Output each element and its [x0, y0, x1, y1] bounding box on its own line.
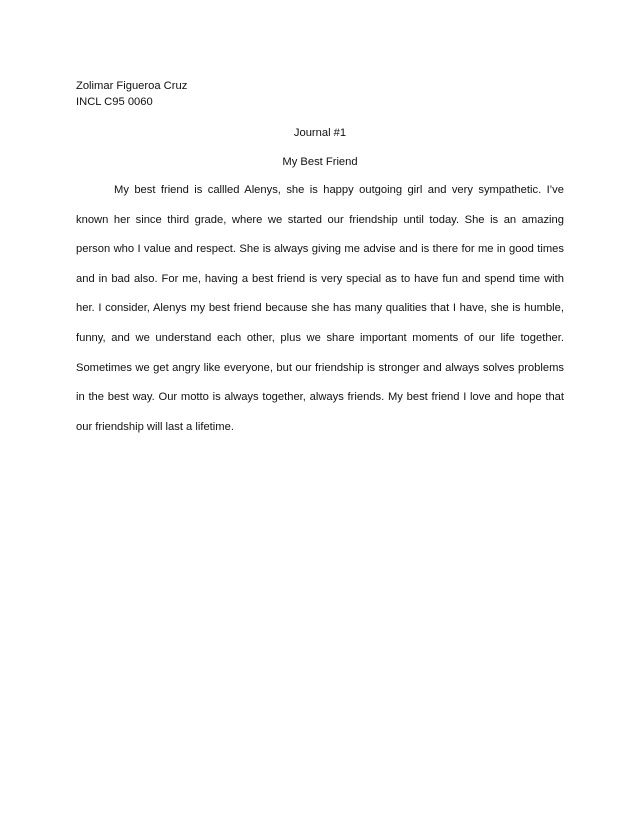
essay-title: My Best Friend [282, 156, 358, 168]
course-code: INCL C95 0060 [76, 96, 153, 108]
essay-body: My best friend is callled Alenys, she is happy outgoing girl and very sympathetic. I’ve known her since third grade, where we started our friendship until today. She is an amazing person who I value and respect. She is always giving me advise and is there for me in good times and in bad also. For me, having a best friend is very special as to have fun and spend time with her. I consider, Alenys my best friend because she has many qualities that I have, she is humble, funny, and we understand each other, plus we share important moments of our life together. Sometimes we get angry like everyone, but our friendship is stronger and always solves problems in the best way. Our motto is always together, always friends. My best friend I love and hope that our friendship will last a lifetime. [76, 184, 564, 433]
document-header [76, 78, 187, 110]
journal-title: Journal #1 [293, 127, 347, 139]
author-name: Zolimar Figueroa Cruz [76, 80, 188, 92]
